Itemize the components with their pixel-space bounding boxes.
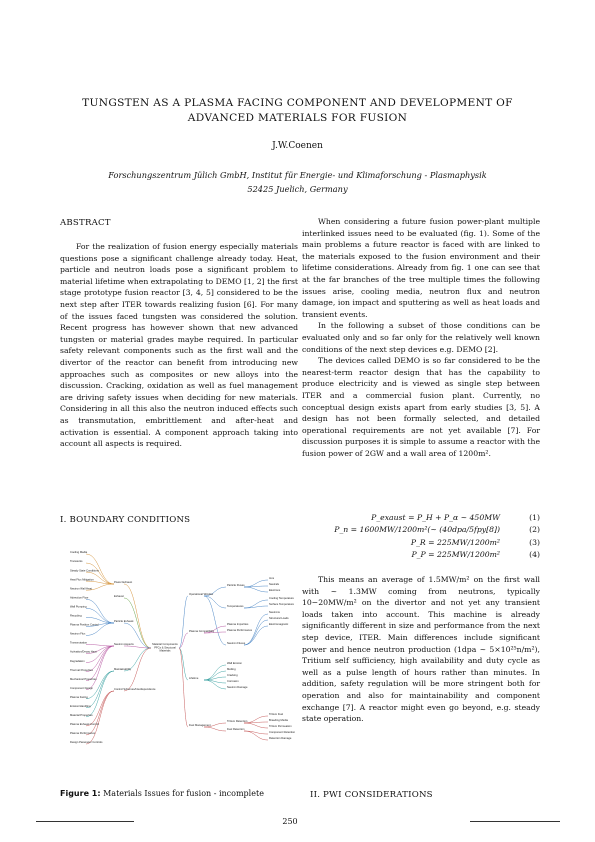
page-number: 250 <box>282 817 298 826</box>
mindmap-right-mid: Corrosion <box>227 680 239 684</box>
equation-4-expression: P_P = 225MW/1200m² <box>411 549 500 559</box>
mindmap-right-node: Neutrons <box>269 611 280 615</box>
mindmap-left-node: Wall Pumping <box>70 605 87 609</box>
mindmap-left-node: Thermal Properties <box>70 668 93 672</box>
mindmap-left-hub: Neutron Aspects <box>114 643 134 647</box>
mindmap-link <box>204 665 226 680</box>
mindmap-link <box>204 596 226 645</box>
mindmap-left-node: Advection Flow <box>70 596 89 600</box>
affiliation-line-1: Forschungszentrum Jülich GmbH, Institut für Energie- und Klimaforschung - Plasmaphysik <box>108 170 487 180</box>
mindmap-right-node: Breeding Media <box>269 719 288 723</box>
mindmap-right-node: Component Retention <box>269 731 296 735</box>
title-line-1: TUNGSTEN AS A PLASMA FACING COMPONENT AND DEVELOPMENT OF <box>82 97 513 109</box>
mindmap-left-hub: Control Schemes/Interdependence <box>114 688 156 692</box>
right-column-text-2 <box>302 574 540 725</box>
mindmap-link <box>244 587 268 592</box>
mindmap-right-mid: Wall Erosion <box>227 662 242 666</box>
mindmap-right-mid: Neutron Damage <box>227 686 248 690</box>
mindmap-left-node: Plasma Performance <box>70 732 96 736</box>
mindmap-right-node: Tritium Permeation <box>269 725 292 729</box>
equation-2 <box>300 525 540 537</box>
equation-1-expression: P_exaust = P_H + P_α ~ 450MW <box>371 513 500 522</box>
mindmap-right-node: Electrons <box>269 589 281 593</box>
mindmap-right-mid: Melting <box>227 668 236 672</box>
mindmap-left-node: Erosion/Handling <box>70 705 91 709</box>
mindmap-right-node: Structural Loads <box>269 617 289 621</box>
right-column-text <box>302 216 540 459</box>
equation-3-number: (3) <box>529 537 540 547</box>
figure-1-mindmap <box>60 540 300 780</box>
mindmap-link <box>86 691 114 744</box>
mindmap-right-mid: Temperatures <box>227 605 244 609</box>
section-1-heading: I. BOUNDARY CONDITIONS <box>60 515 191 525</box>
mindmap-link <box>204 727 226 731</box>
abstract-heading: ABSTRACT <box>60 218 111 228</box>
mindmap-left-node: Recycling <box>70 614 82 618</box>
mindmap-link <box>124 584 151 648</box>
mindmap-left-node: Plasma Facing <box>70 695 88 699</box>
mindmap-left-node: Material Properties <box>70 714 93 718</box>
title-line-2: ADVANCED MATERIALS FOR FUSION <box>187 112 408 124</box>
figure-caption-text: Materials Issues for fusion - incomplete <box>103 789 264 798</box>
mindmap-link <box>244 606 268 608</box>
paragraph-3: The devices called DEMO is so far considered to be the nearest-term reactor design that has the capability to produce electricity and is viewed as single step between ITER and a commercial fusion plant. Currently, no conceptual design exists apart from early studies [3, 5]. A design has not been formally selected, and detailed operational requirements are not yet available [7]. For discussion purposes it is simple to assume a reactor with the fusion power of 2GW and a wall area of 1200m². <box>302 356 540 458</box>
mindmap-left-node: Heat Flux Mitigation <box>70 578 94 582</box>
mindmap-left-node: Design Parameter Controls <box>70 741 103 745</box>
mindmap-link <box>179 648 188 727</box>
mindmap-left-hub: Particle Exhaust <box>114 620 134 624</box>
mindmap-right-node: Electromagnetic <box>269 623 289 627</box>
mindmap-right-node: Tritium Fuel <box>269 713 284 717</box>
paragraph-4: This means an average of 1.5MW/m² on the first wall with ~ 1.3MW coming from neutrons, typically 10−20MW/m² on the divertor and not yet any transient loads taken into account. This machine is already significantly different in size and performance from the next step device, ITER. Main differences include significant power and hence neutron production (1dpa ~ 5×10²⁵n/m²), Tritium self sufficiency, high availability and duty cycle as well as a pulse length of hours rather than minutes. In addition, safety regulation will be more stringent both for operation and also for maintainability and component exchange [7]. A reactor might even go beyond, e.g. steady state operation. <box>302 575 540 724</box>
mindmap-left-node: Plasma Position Control <box>70 623 99 627</box>
paper-title <box>60 96 535 126</box>
mindmap-left-hub: Power Exhaust <box>114 581 133 585</box>
mindmap-link <box>86 646 114 663</box>
mindmap-left-node: Cooling Media <box>70 551 88 555</box>
mindmap-left-node: Plasma Exhaust Control <box>70 723 99 727</box>
abstract-paragraph: For the realization of fusion energy especially materials questions pose a significant challenge already today. Heat, particle and neutron loads pose a significant problem to material lifetime when extrapolating to DEMO [1, 2] the first stage prototype fusion reactor [3, 4, 5] considered to be the next step after ITER towards realizing fusion [6]. For many of the issues faced tungsten was considered the solution. Recent progress has however shown that new advanced tungsten or material grades maybe required. In particular safety relevant components such as the first wall and the divertor of the reactor can benefit from introducing new approaches such as composites or new alloys into the discussion. Cracking, oxidation as well as fuel management are driving safety issues when deciding for new materials. Considering in all this also the neutron induced effects such as transmutation, embrittlement and after-heat and activation is essential. A component approach taking into account all aspects is required. <box>60 242 298 449</box>
mindmap-left-node: Neutron Flux <box>70 632 86 636</box>
mindmap-link <box>244 723 268 728</box>
mindmap-center-label: Material Components <box>152 643 178 646</box>
mindmap-right-hub: Lifetime <box>189 677 199 681</box>
equation-4 <box>300 550 540 562</box>
mindmap-left-node: Neutron Wall Heat <box>70 587 92 591</box>
affiliation-line-2: 52425 Juelich, Germany <box>247 184 348 194</box>
equation-4-number: (4) <box>529 549 540 559</box>
mindmap-left-node: Transmutation <box>70 641 88 645</box>
mindmap-link <box>86 644 114 646</box>
paragraph-2: In the following a subset of those conditions can be evaluated only and so far only for the relatively well known conditions of the next step devices e.g. DEMO [2]. <box>302 321 540 354</box>
mindmap-left-node: Activation/Decay Heat <box>70 650 97 654</box>
footer-rule-right <box>470 821 560 822</box>
figure-label: Figure 1: <box>60 789 101 798</box>
mindmap-link <box>179 648 188 680</box>
mindmap-center-label: Materials <box>159 649 171 653</box>
mindmap-right-hub: Fuel Management <box>189 724 211 728</box>
mindmap-right-node: Retention Damage <box>269 737 292 741</box>
equation-2-number: (2) <box>529 525 540 535</box>
mindmap-right-node: Surface Temperature <box>269 603 295 607</box>
mindmap-right-hub: Operational Window <box>189 593 214 597</box>
equation-1-number: (1) <box>529 513 540 522</box>
mindmap-left-node: Degradation <box>70 659 85 663</box>
section-2-heading: II. PWI CONSIDERATIONS <box>310 790 433 800</box>
figure-1-caption <box>60 789 300 798</box>
equation-3 <box>300 538 540 550</box>
mindmap-right-mid: Plasma Performance <box>227 629 253 633</box>
mindmap-right-mid: Fuel Retention <box>227 728 245 732</box>
mindmap-link <box>86 691 114 726</box>
mindmap-link <box>86 608 114 623</box>
mindmap-right-node: Cooling Temperature <box>269 597 294 601</box>
mindmap-left-node: Steady State Conditions <box>70 569 99 573</box>
affiliation <box>40 168 555 196</box>
mindmap-left-hub: Maintainability <box>114 668 132 672</box>
mindmap-right-mid: Cracking <box>227 674 238 678</box>
mindmap-link <box>86 599 114 623</box>
abstract-body <box>60 241 298 450</box>
mindmap-left-node: Component Design <box>70 686 94 690</box>
equation-2-expression: P_n = 1600MW/1200m²(~ (40dpa/5fpy[8]) <box>334 525 500 535</box>
mindmap-left-node: Transients <box>70 560 83 564</box>
mindmap-right-node: Ions <box>269 577 275 581</box>
mindmap-right-hub: Plasma Compatibility <box>189 630 215 634</box>
mindmap-right-node: Neutrals <box>269 583 280 587</box>
paragraph-1: When considering a future fusion power-plant multiple interlinked issues need to be evaluated (fig. 1). Some of the main problems a future reactor is faced with are linked to the materials exposed to the fusion environment and their lifetime considerations. Already from fig. 1 one can see that at the far branches of the tree multiple times the following issues arise, cooling media, neutron flux and neutron damage, ion impact and sputtering as well as heat loads and transient events. <box>302 217 540 319</box>
mindmap-left-hub: Exhaust <box>114 595 124 599</box>
author: J.W.Coenen <box>272 141 323 151</box>
mindmap-right-mid: Plasma Impurities <box>227 623 249 627</box>
mindmap-right-mid: Tritium Retention <box>227 720 248 724</box>
mindmap-left-node: Mechanical Properties <box>70 677 97 681</box>
equations-block <box>300 513 540 562</box>
mindmap-right-mid: Neutron Fluxes <box>227 642 246 646</box>
mindmap-right-mid: Particle Fluxes <box>227 584 245 588</box>
equation-1 <box>300 513 540 525</box>
mindmap-center-label: PFCs & Structural <box>154 646 176 650</box>
footer-rule-left <box>36 821 134 822</box>
equation-3-expression: P_R = 225MW/1200m² <box>410 537 500 547</box>
